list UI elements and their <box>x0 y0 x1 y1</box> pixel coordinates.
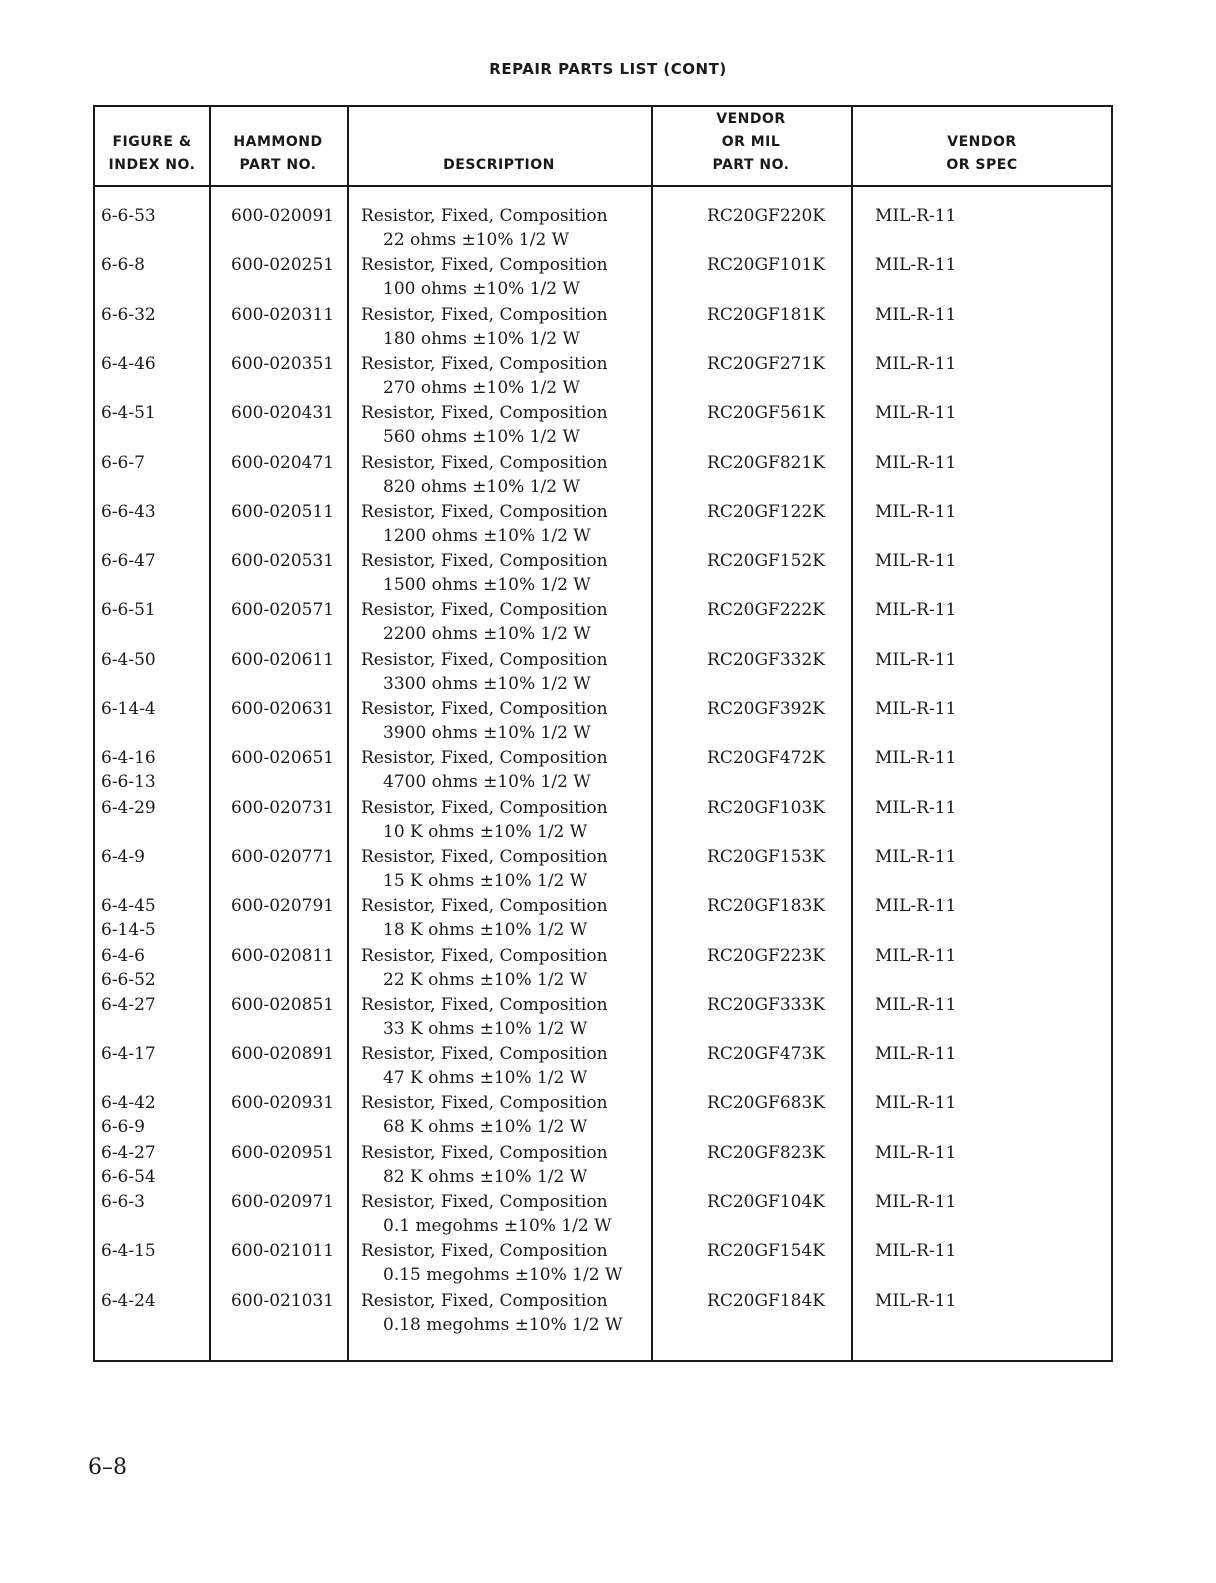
vendor-part-cell: RC20GF332K <box>707 649 825 670</box>
description-line: Resistor, Fixed, Composition <box>361 1290 608 1311</box>
figure-index-number: 6-4-45 <box>101 896 156 917</box>
description-value: 33 K ohms ±10% 1/2 W <box>383 1018 588 1039</box>
figure-index-number: 6-4-9 <box>101 846 145 867</box>
description-cell <box>361 1141 608 1189</box>
vendor-part-cell: RC20GF821K <box>707 452 825 473</box>
figure-index-number: 6-4-42 <box>101 1093 156 1114</box>
repair-parts-table <box>93 105 1113 1362</box>
hammond-part-cell: 600-020971 <box>231 1192 335 1212</box>
figure-index-number: 6-6-47 <box>101 551 156 572</box>
description-line: Resistor, Fixed, Composition <box>361 353 608 374</box>
description-cell <box>361 500 608 548</box>
figure-index-cell <box>101 253 145 277</box>
description-cell <box>361 697 608 745</box>
vendor-spec-cell: MIL-R-11 <box>875 748 957 769</box>
table-row <box>95 253 1111 302</box>
vendor-part-cell: RC20GF473K <box>707 1044 825 1065</box>
figure-index-cell <box>101 1042 156 1066</box>
description-value: 180 ohms ±10% 1/2 W <box>383 328 580 349</box>
vendor-spec-cell: MIL-R-11 <box>875 1192 957 1212</box>
vendor-spec-cell: MIL-R-11 <box>875 501 957 522</box>
figure-index-number: 6-6-32 <box>101 304 156 325</box>
figure-index-number: 6-4-46 <box>101 353 156 374</box>
vendor-spec-cell: MIL-R-11 <box>875 994 957 1015</box>
figure-index-cell <box>101 845 145 869</box>
figure-index-number: 6-4-15 <box>101 1241 156 1262</box>
figure-index-cell <box>101 598 156 622</box>
description-line: Resistor, Fixed, Composition <box>361 1044 608 1065</box>
description-cell <box>361 944 608 992</box>
description-value: 2200 ohms ±10% 1/2 W <box>383 624 591 645</box>
vendor-spec-cell: MIL-R-11 <box>875 1093 957 1114</box>
vendor-spec-cell: MIL-R-11 <box>875 255 957 276</box>
header-hammond-part: HAMMOND PART NO. <box>233 134 323 173</box>
table-row <box>95 1042 1111 1091</box>
table-row <box>95 648 1111 697</box>
figure-index-number: 6-4-29 <box>101 797 156 818</box>
vendor-part-cell: RC20GF153K <box>707 846 825 867</box>
hammond-part-cell: 600-020631 <box>231 699 335 719</box>
description-line: Resistor, Fixed, Composition <box>361 649 608 670</box>
hammond-part-cell: 600-020091 <box>231 206 335 226</box>
table-row <box>95 796 1111 845</box>
table-row <box>95 352 1111 401</box>
hammond-part-cell: 600-020431 <box>231 403 335 424</box>
description-cell <box>361 648 608 696</box>
description-line: Resistor, Fixed, Composition <box>361 846 608 867</box>
vendor-part-cell: RC20GF472K <box>707 748 825 769</box>
header-vendor-part: VENDOR OR MIL PART NO. <box>712 111 790 173</box>
figure-index-cell <box>101 1091 156 1139</box>
figure-index-cell <box>101 549 156 573</box>
table-row <box>95 500 1111 549</box>
vendor-spec-cell: MIL-R-11 <box>875 206 957 226</box>
description-cell <box>361 549 608 597</box>
figure-index-number: 6-14-5 <box>101 920 156 941</box>
figure-index-cell <box>101 204 156 228</box>
vendor-part-cell: RC20GF823K <box>707 1142 825 1163</box>
figure-index-cell <box>101 697 156 721</box>
figure-index-number: 6-6-8 <box>101 255 145 276</box>
vendor-spec-cell: MIL-R-11 <box>875 649 957 670</box>
description-cell <box>361 598 608 646</box>
description-value: 10 K ohms ±10% 1/2 W <box>383 821 588 842</box>
description-line: Resistor, Fixed, Composition <box>361 551 608 572</box>
description-value: 22 K ohms ±10% 1/2 W <box>383 969 588 990</box>
description-line: Resistor, Fixed, Composition <box>361 206 608 226</box>
description-cell <box>361 1239 622 1287</box>
vendor-spec-cell: MIL-R-11 <box>875 1142 957 1163</box>
page-number: 6–8 <box>88 1455 127 1480</box>
hammond-part-cell: 600-020531 <box>231 551 335 572</box>
hammond-part-cell: 600-020951 <box>231 1142 335 1163</box>
hammond-part-cell: 600-020931 <box>231 1093 335 1114</box>
description-value: 100 ohms ±10% 1/2 W <box>383 279 580 300</box>
figure-index-cell <box>101 1190 145 1214</box>
hammond-part-cell: 600-020571 <box>231 600 335 621</box>
figure-index-number: 6-4-17 <box>101 1044 156 1065</box>
description-value: 1500 ohms ±10% 1/2 W <box>383 575 591 596</box>
vendor-part-cell: RC20GF222K <box>707 600 825 621</box>
figure-index-number: 6-6-52 <box>101 969 156 990</box>
vendor-part-cell: RC20GF101K <box>707 255 825 276</box>
description-line: Resistor, Fixed, Composition <box>361 1241 608 1262</box>
figure-index-number: 6-6-43 <box>101 501 156 522</box>
figure-index-number: 6-4-50 <box>101 649 156 670</box>
figure-index-cell <box>101 500 156 524</box>
description-line: Resistor, Fixed, Composition <box>361 896 608 917</box>
description-line: Resistor, Fixed, Composition <box>361 304 608 325</box>
description-cell <box>361 1091 608 1139</box>
table-row <box>95 944 1111 993</box>
hammond-part-cell: 600-020851 <box>231 994 335 1015</box>
description-cell <box>361 1042 608 1090</box>
description-value: 3900 ohms ±10% 1/2 W <box>383 723 591 743</box>
description-cell <box>361 1190 612 1238</box>
description-line: Resistor, Fixed, Composition <box>361 403 608 424</box>
hammond-part-cell: 600-020651 <box>231 748 335 769</box>
hammond-part-cell: 600-020811 <box>231 945 335 966</box>
vendor-spec-cell: MIL-R-11 <box>875 945 957 966</box>
table-row <box>95 845 1111 894</box>
figure-index-cell <box>101 648 156 672</box>
hammond-part-cell: 600-020351 <box>231 353 335 374</box>
table-row <box>95 204 1111 253</box>
header-description: DESCRIPTION <box>443 157 555 173</box>
description-line: Resistor, Fixed, Composition <box>361 255 608 276</box>
figure-index-number: 6-6-51 <box>101 600 156 621</box>
description-line: Resistor, Fixed, Composition <box>361 994 608 1015</box>
vendor-spec-cell: MIL-R-11 <box>875 1290 957 1311</box>
vendor-part-cell: RC20GF122K <box>707 501 825 522</box>
table-row <box>95 993 1111 1042</box>
hammond-part-cell: 600-020791 <box>231 896 335 917</box>
description-cell <box>361 993 608 1041</box>
page-title: REPAIR PARTS LIST (CONT) <box>489 60 727 78</box>
vendor-spec-cell: MIL-R-11 <box>875 600 957 621</box>
table-row <box>95 746 1111 795</box>
hammond-part-cell: 600-021011 <box>231 1241 335 1262</box>
description-line: Resistor, Fixed, Composition <box>361 1142 608 1163</box>
vendor-spec-cell: MIL-R-11 <box>875 1044 957 1065</box>
vendor-part-cell: RC20GF271K <box>707 353 825 374</box>
description-line: Resistor, Fixed, Composition <box>361 600 608 621</box>
hammond-part-cell: 600-020771 <box>231 846 335 867</box>
figure-index-number: 6-4-24 <box>101 1290 156 1311</box>
table-row <box>95 549 1111 598</box>
hammond-part-cell: 600-021031 <box>231 1290 335 1311</box>
description-value: 3300 ohms ±10% 1/2 W <box>383 673 591 694</box>
table-row <box>95 1239 1111 1288</box>
hammond-part-cell: 600-020311 <box>231 304 335 325</box>
description-value: 68 K ohms ±10% 1/2 W <box>383 1117 588 1138</box>
figure-index-cell <box>101 746 156 794</box>
figure-index-cell <box>101 1141 156 1189</box>
description-line: Resistor, Fixed, Composition <box>361 1093 608 1114</box>
vendor-spec-cell: MIL-R-11 <box>875 896 957 917</box>
description-value: 18 K ohms ±10% 1/2 W <box>383 920 588 941</box>
table-row <box>95 1190 1111 1239</box>
description-cell <box>361 352 608 400</box>
figure-index-number: 6-6-9 <box>101 1117 145 1138</box>
vendor-spec-cell: MIL-R-11 <box>875 353 957 374</box>
hammond-part-cell: 600-020471 <box>231 452 335 473</box>
vendor-part-cell: RC20GF183K <box>707 896 825 917</box>
figure-index-cell <box>101 1289 156 1313</box>
description-value: 0.18 megohms ±10% 1/2 W <box>383 1314 623 1335</box>
figure-index-number: 6-6-13 <box>101 772 156 793</box>
description-cell <box>361 451 608 499</box>
description-line: Resistor, Fixed, Composition <box>361 452 608 473</box>
figure-index-cell <box>101 796 156 820</box>
description-value: 820 ohms ±10% 1/2 W <box>383 476 580 497</box>
table-row <box>95 303 1111 352</box>
description-line: Resistor, Fixed, Composition <box>361 945 608 966</box>
figure-index-number: 6-6-53 <box>101 206 156 226</box>
vendor-part-cell: RC20GF154K <box>707 1241 825 1262</box>
description-value: 0.15 megohms ±10% 1/2 W <box>383 1265 623 1286</box>
figure-index-cell <box>101 894 156 942</box>
hammond-part-cell: 600-020251 <box>231 255 335 276</box>
description-line: Resistor, Fixed, Composition <box>361 501 608 522</box>
description-cell <box>361 845 608 893</box>
figure-index-number: 6-4-27 <box>101 1142 156 1163</box>
vendor-part-cell: RC20GF103K <box>707 797 825 818</box>
description-cell <box>361 1289 622 1337</box>
figure-index-cell <box>101 401 156 425</box>
hammond-part-cell: 600-020891 <box>231 1044 335 1065</box>
figure-index-number: 6-4-51 <box>101 403 156 424</box>
figure-index-cell <box>101 451 145 475</box>
description-value: 4700 ohms ±10% 1/2 W <box>383 772 591 793</box>
header-vendor-spec: VENDOR OR SPEC <box>946 134 1018 173</box>
vendor-part-cell: RC20GF181K <box>707 304 825 325</box>
description-value: 0.1 megohms ±10% 1/2 W <box>383 1216 612 1236</box>
description-line: Resistor, Fixed, Composition <box>361 699 608 719</box>
table-row <box>95 1289 1111 1338</box>
vendor-part-cell: RC20GF333K <box>707 994 825 1015</box>
figure-index-number: 6-6-7 <box>101 452 145 473</box>
figure-index-cell <box>101 352 156 376</box>
vendor-part-cell: RC20GF184K <box>707 1290 825 1311</box>
vendor-spec-cell: MIL-R-11 <box>875 452 957 473</box>
vendor-part-cell: RC20GF561K <box>707 403 825 424</box>
description-value: 47 K ohms ±10% 1/2 W <box>383 1068 588 1089</box>
hammond-part-cell: 600-020731 <box>231 797 335 818</box>
vendor-spec-cell: MIL-R-11 <box>875 304 957 325</box>
description-cell <box>361 253 608 301</box>
table-row <box>95 1141 1111 1190</box>
description-cell <box>361 303 608 351</box>
figure-index-cell <box>101 944 156 992</box>
description-cell <box>361 796 608 844</box>
vendor-part-cell: RC20GF223K <box>707 945 825 966</box>
description-value: 560 ohms ±10% 1/2 W <box>383 427 580 448</box>
figure-index-number: 6-6-54 <box>101 1166 156 1187</box>
vendor-spec-cell: MIL-R-11 <box>875 846 957 867</box>
vendor-part-cell: RC20GF152K <box>707 551 825 572</box>
figure-index-cell <box>101 993 156 1017</box>
description-value: 22 ohms ±10% 1/2 W <box>383 230 570 250</box>
vendor-spec-cell: MIL-R-11 <box>875 551 957 572</box>
vendor-spec-cell: MIL-R-11 <box>875 403 957 424</box>
figure-index-cell <box>101 1239 156 1263</box>
figure-index-number: 6-14-4 <box>101 699 156 719</box>
table-row <box>95 894 1111 943</box>
vendor-spec-cell: MIL-R-11 <box>875 1241 957 1262</box>
header-divider <box>95 185 1111 187</box>
figure-index-cell <box>101 303 156 327</box>
description-line: Resistor, Fixed, Composition <box>361 1192 608 1212</box>
description-value: 270 ohms ±10% 1/2 W <box>383 377 580 398</box>
table-row <box>95 451 1111 500</box>
figure-index-number: 6-4-16 <box>101 748 156 769</box>
figure-index-number: 6-4-27 <box>101 994 156 1015</box>
vendor-spec-cell: MIL-R-11 <box>875 699 957 719</box>
hammond-part-cell: 600-020611 <box>231 649 335 670</box>
description-value: 82 K ohms ±10% 1/2 W <box>383 1166 588 1187</box>
description-line: Resistor, Fixed, Composition <box>361 797 608 818</box>
table-row <box>95 697 1111 746</box>
description-cell <box>361 204 608 252</box>
vendor-part-cell: RC20GF220K <box>707 206 825 226</box>
hammond-part-cell: 600-020511 <box>231 501 335 522</box>
vendor-part-cell: RC20GF392K <box>707 699 825 719</box>
figure-index-number: 6-4-6 <box>101 945 145 966</box>
vendor-part-cell: RC20GF683K <box>707 1093 825 1114</box>
description-line: Resistor, Fixed, Composition <box>361 748 608 769</box>
description-cell <box>361 746 608 794</box>
table-row <box>95 401 1111 450</box>
description-value: 1200 ohms ±10% 1/2 W <box>383 525 591 546</box>
table-row <box>95 1091 1111 1140</box>
description-value: 15 K ohms ±10% 1/2 W <box>383 870 588 891</box>
vendor-part-cell: RC20GF104K <box>707 1192 825 1212</box>
figure-index-number: 6-6-3 <box>101 1192 145 1212</box>
description-cell <box>361 894 608 942</box>
table-row <box>95 598 1111 647</box>
description-cell <box>361 401 608 449</box>
vendor-spec-cell: MIL-R-11 <box>875 797 957 818</box>
header-figure-index: FIGURE & INDEX NO. <box>108 134 196 173</box>
